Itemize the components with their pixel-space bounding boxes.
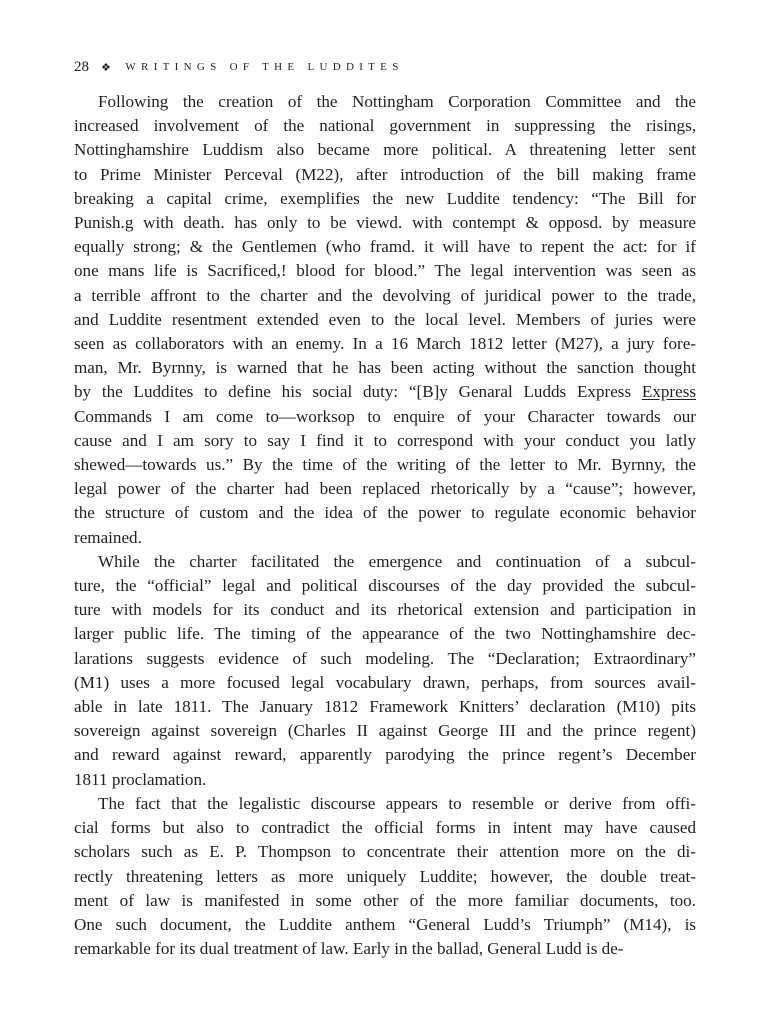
text-line: breaking a capital crime, exemplifies the new Luddite tendency: “The Bill for: [74, 188, 696, 208]
text-line: a terrible affront to the charter and the devolving of juridical power to the trade,: [74, 285, 696, 305]
text-line: increased involvement of the national government in suppressing the risings,: [74, 116, 696, 136]
text-line: Following the creation of the Nottingham Corporation Committee and the: [98, 92, 696, 111]
text-line: ture, the “official” legal and political discourses of the day provided the subcul-: [74, 576, 696, 596]
underlined-word: Express: [641, 382, 696, 402]
text-line: larations suggests evidence of such modeling. The “Declaration; Extraordinary”: [74, 648, 696, 668]
text-line: The fact that the legalistic discourse appears to resemble or derive from offi-: [98, 793, 696, 813]
text-line: remained.: [74, 527, 142, 547]
text-line: the structure of custom and the idea of the power to regulate economic behavior: [74, 503, 696, 523]
text-line: and Luddite resentment extended even to the local level. Members of juries were: [74, 309, 696, 329]
text-line: equally strong; & the Gentlemen (who framd. it will have to repent the act: for if: [74, 237, 696, 257]
text-line: and reward against reward, apparently parodying the prince regent’s December: [74, 745, 696, 765]
text-line: rectly threatening letters as more uniquely Luddite; however, the double treat-: [74, 866, 696, 886]
page-number: 28: [74, 58, 89, 75]
text-line: able in late 1811. The January 1812 Framework Knitters’ declaration (M10) pits: [74, 697, 696, 717]
text-line: Commands I am come to—worksop to enquire of your Character towards our: [74, 406, 696, 426]
text-line: scholars such as E. P. Thompson to concentrate their attention more on the di-: [74, 842, 696, 862]
text-line: larger public life. The timing of the appearance of the two Nottinghamshire dec-: [74, 624, 696, 644]
running-head-title: WRITINGS OF THE LUDDITES: [125, 61, 404, 73]
text-line: sovereign against sovereign (Charles II against George III and the prince regent): [74, 721, 696, 741]
running-head: [74, 54, 696, 80]
body-text: [74, 90, 696, 961]
text-line: ture with models for its conduct and its rhetorical extension and participation in: [74, 600, 696, 620]
text-line: cial forms but also to contradict the official forms in intent may have caused: [74, 818, 696, 838]
text-line: (M1) uses a more focused legal vocabulary drawn, perhaps, from sources avail-: [74, 672, 696, 692]
paragraph: [74, 550, 696, 792]
text-line: shewed—towards us.” By the time of the writing of the letter to Mr. Byrnny, the: [74, 455, 696, 475]
paragraph: [74, 90, 696, 550]
text-line: Nottinghamshire Luddism also became more political. A threatening letter sent: [74, 140, 696, 160]
text-line: man, Mr. Byrnny, is warned that he has been acting without the sanction thought: [74, 358, 696, 378]
book-page: [74, 54, 696, 961]
text-line: While the charter facilitated the emergence and continuation of a subcul-: [98, 551, 696, 571]
text-line: Punish.g with death. has only to be viewd. with contempt & opposd. by measure: [74, 213, 696, 233]
fleuron-ornament-icon: ❖: [101, 61, 112, 74]
text-line: remarkable for its dual treatment of law. Early in the ballad, General Ludd is de-: [74, 939, 624, 959]
text-line: 1811 proclamation.: [74, 769, 207, 789]
text-line: cause and I am sory to say I find it to correspond with your conduct you latly: [74, 430, 696, 450]
text-line: to Prime Minister Perceval (M22), after introduction of the bill making frame: [74, 164, 696, 184]
text-line: one mans life is Sacrificed,! blood for blood.” The legal intervention was seen as: [74, 261, 696, 281]
text-line: ment of law is manifested in some other of the more familiar documents, too.: [74, 890, 696, 910]
text-line: legal power of the charter had been replaced rhetorically by a “cause”; however,: [74, 479, 696, 499]
text-line: by the Luddites to define his social duty: “[B]y Genaral Ludds Express Express: [74, 382, 696, 402]
text-line: One such document, the Luddite anthem “General Ludd’s Triumph” (M14), is: [74, 914, 696, 934]
paragraph: [74, 792, 696, 961]
text-line: seen as collaborators with an enemy. In a 16 March 1812 letter (M27), a jury fore-: [74, 334, 696, 354]
